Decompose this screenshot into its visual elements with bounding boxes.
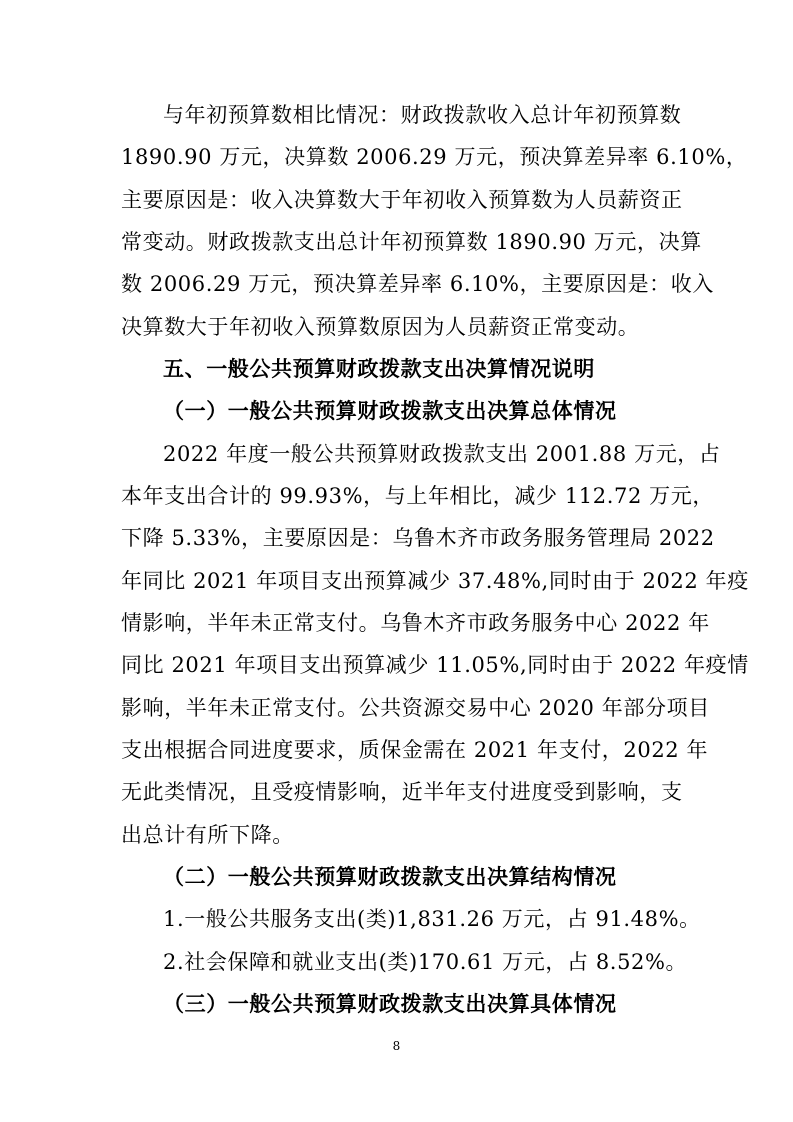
paragraph-line: 2022 年度一般公共预算财政拨款支出 2001.88 万元，占 xyxy=(163,442,721,466)
paragraph-line: 年同比 2021 年项目支出预算减少 37.48%,同时由于 2022 年疫 xyxy=(121,569,749,593)
paragraph-line: 无此类情况，且受疫情影响，近半年支付进度受到影响，支 xyxy=(121,780,683,804)
paragraph-line: 情影响，半年未正常支付。乌鲁木齐市政务服务中心 2022 年 xyxy=(121,611,710,635)
paragraph-line: 出总计有所下降。 xyxy=(121,823,294,847)
page-number: 8 xyxy=(392,1039,401,1053)
structure-item: 1.一般公共服务支出(类)1,831.26 万元，占 91.48%。 xyxy=(163,907,701,931)
section-heading: 五、一般公共预算财政拨款支出决算情况说明 xyxy=(163,357,595,381)
subsection-heading: （一）一般公共预算财政拨款支出决算总体情况 xyxy=(163,399,617,423)
subsection-heading: （三）一般公共预算财政拨款支出决算具体情况 xyxy=(163,992,617,1016)
paragraph-line: 数 2006.29 万元，预决算差异率 6.10%，主要原因是：收入 xyxy=(121,272,714,296)
paragraph-line: 影响，半年未正常支付。公共资源交易中心 2020 年部分项目 xyxy=(121,696,710,720)
paragraph-line: 同比 2021 年项目支出预算减少 11.05%,同时由于 2022 年疫情 xyxy=(121,653,749,677)
paragraph-line: 主要原因是：收入决算数大于年初收入预算数为人员薪资正 xyxy=(121,188,683,212)
paragraph-line: 支出根据合同进度要求，质保金需在 2021 年支付，2022 年 xyxy=(121,738,709,762)
paragraph-line: 与年初预算数相比情况：财政拨款收入总计年初预算数 xyxy=(163,103,682,127)
structure-item: 2.社会保障和就业支出(类)170.61 万元，占 8.52%。 xyxy=(163,950,688,974)
subsection-heading: （二）一般公共预算财政拨款支出决算结构情况 xyxy=(163,865,617,889)
paragraph-line: 下降 5.33%，主要原因是：乌鲁木齐市政务服务管理局 2022 xyxy=(121,526,715,550)
paragraph-line: 1890.90 万元，决算数 2006.29 万元，预决算差异率 6.10%， xyxy=(121,145,748,169)
paragraph-line: 常变动。财政拨款支出总计年初预算数 1890.90 万元，决算 xyxy=(121,230,702,254)
paragraph-line: 决算数大于年初收入预算数原因为人员薪资正常变动。 xyxy=(121,315,640,339)
paragraph-line: 本年支出合计的 99.93%，与上年相比，减少 112.72 万元， xyxy=(121,484,714,508)
